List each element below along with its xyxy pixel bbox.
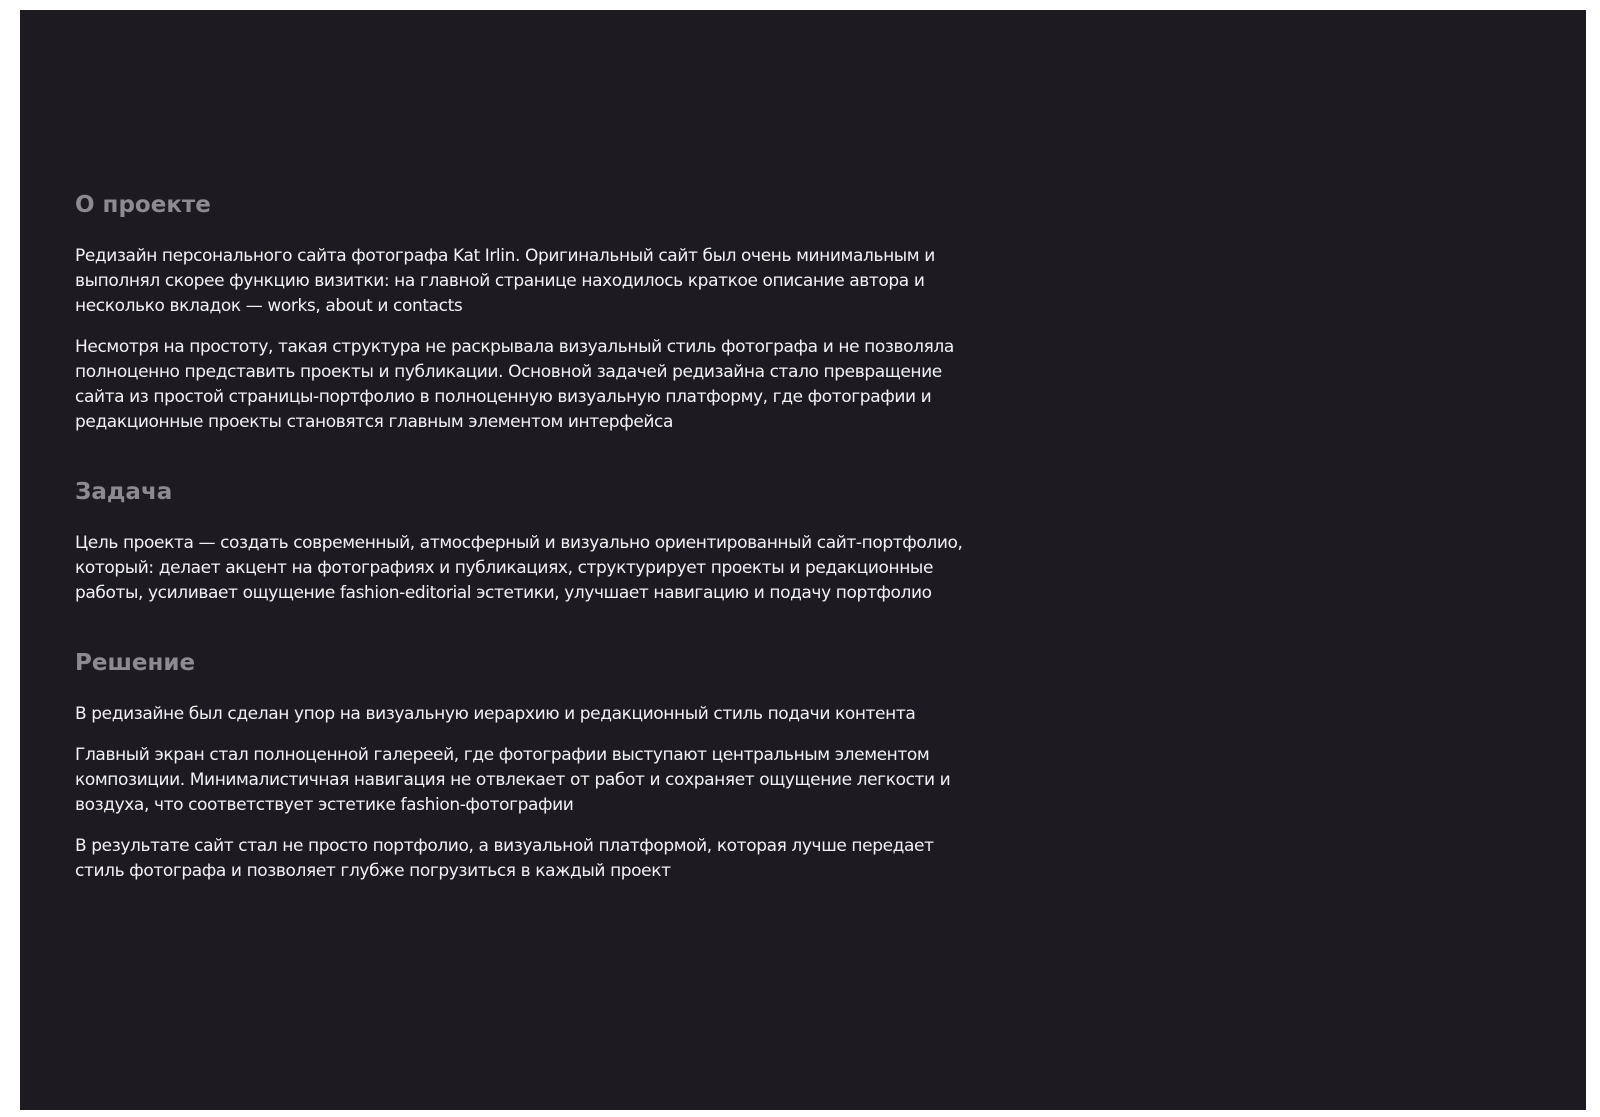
about-paragraph-1: Редизайн персонального сайта фотографа Kat Irlin. Оригинальный сайт был очень минимальным и выполнял скорее функцию визитки: на главной странице находилось краткое описание автора и несколько вкладок — works, about и contacts <box>75 246 935 316</box>
section-solution <box>75 648 975 884</box>
solution-paragraph-3: В результате сайт стал не просто портфолио, а визуальной платформой, которая лучше передает стиль фотографа и позволяет глубже погрузиться в каждый проект <box>75 836 934 881</box>
project-description <box>75 190 975 926</box>
task-heading: Задача <box>75 479 173 505</box>
section-about <box>75 190 975 435</box>
task-paragraph-1: Цель проекта — создать современный, атмосферный и визуально ориентированный сайт-портфолио, который: делает акцент на фотографиях и публикациях, структурирует проекты и редакционные работы, усиливает ощущение fashion-editorial эстетики, улучшает навигацию и подачу портфолио <box>75 533 963 603</box>
dark-panel <box>20 10 1586 1110</box>
about-paragraph-2: Несмотря на простоту, такая структура не раскрывала визуальный стиль фотографа и не позволяла полноценно представить проекты и публикации. Основной задачей редизайна стало превращение сайта из простой страницы-портфолио в полноценную визуальную платформу, где фотографии и редакционные проекты становятся главным элементом интерфейса <box>75 337 954 432</box>
solution-paragraph-1: В редизайне был сделан упор на визуальную иерархию и редакционный стиль подачи контента <box>75 704 916 724</box>
solution-heading: Решение <box>75 650 196 676</box>
section-task <box>75 477 975 606</box>
about-heading: О проекте <box>75 192 211 218</box>
solution-paragraph-2: Главный экран стал полноценной галереей, где фотографии выступают центральным элементом композиции. Минималистичная навигация не отвлекает от работ и сохраняет ощущение легкости и воздуха, что соответствует эстетике fashion-фотографии <box>75 745 951 815</box>
